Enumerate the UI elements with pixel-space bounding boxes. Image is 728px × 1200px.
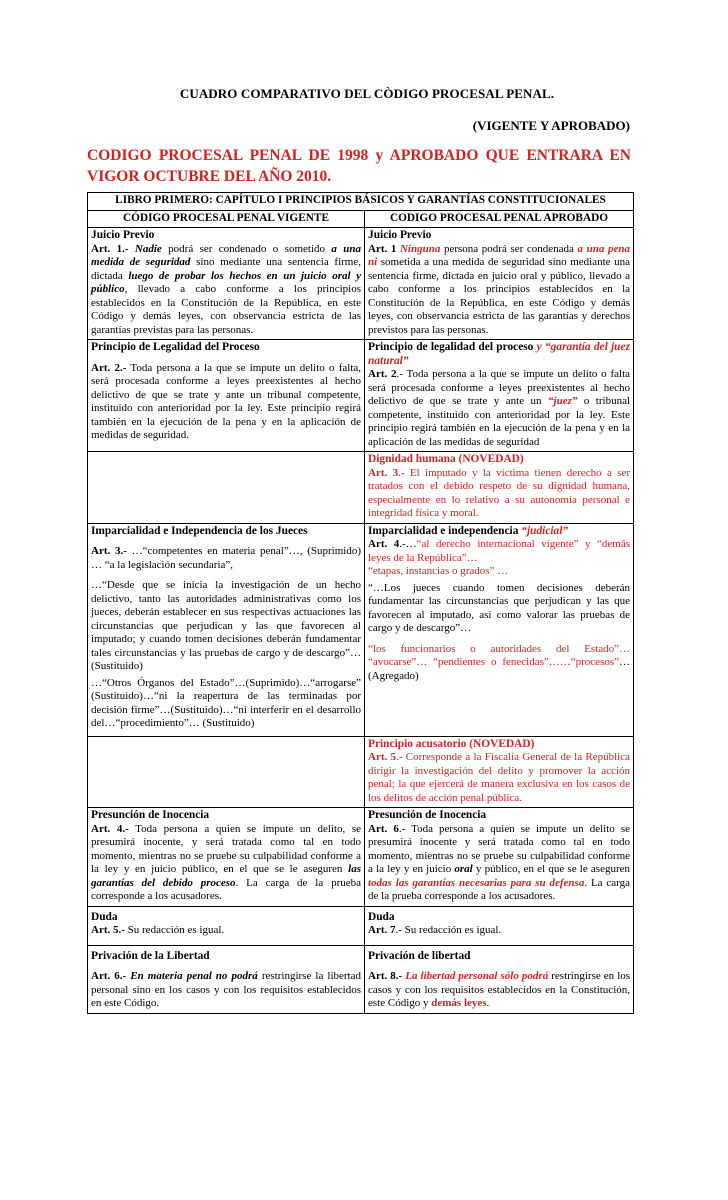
- section-header: LIBRO PRIMERO: CAPÍTULO I PRINCIPIOS BÁSICOS Y GARANTÍAS CONSTITUCIONALES: [88, 193, 634, 211]
- row-title: Juicio Previo: [368, 229, 432, 241]
- cell-aprobado: [365, 736, 634, 808]
- article-text: …“Otros Órganos del Estado”…(Suprimido)…“arrogarse” (Sustituido)…“ni la reapertura de las terminadas por decisión firme”…(Sustituido)…“ni interferir en el desarrollo del…“procedimiento”… (Sustituido): [91, 676, 361, 729]
- row-title: Juicio Previo: [91, 229, 155, 241]
- cell-vigente: [88, 228, 365, 340]
- row-title: Dignidad humana (NOVEDAD): [368, 453, 524, 465]
- article-text: Art. 6.- En materia penal no podrá restringirse la libertad personal sino en los casos y con los requisitos establecidos en este Código.: [91, 970, 361, 1009]
- cell-aprobado: [365, 808, 634, 907]
- article-text: “…Los jueces cuando tomen decisiones deberán fundamentar las circunstancias que perjudican y las que favorecen al imputado, así como valorar las pruebas de cargo y de descargo”…: [368, 581, 631, 634]
- comparison-table: [87, 192, 634, 1014]
- table-row: [88, 340, 634, 452]
- table-row: [88, 736, 634, 808]
- table-row: [88, 945, 634, 1013]
- article-text: …“Desde que se inicia la investigación de un hecho delictivo, tanto las autoridades administrativas como los jueces, deberán establecer en sus respectivas actuaciones las circunstancias que perjudican y las que favorecen al imputado; y cuando tomen decisiones deberán fundamentar tales circunstancias y las pruebas de cargo y de descargo”… (Sustituido): [91, 579, 361, 672]
- page-subtitle: (VIGENTE Y APROBADO): [472, 118, 630, 133]
- row-title: Privación de libertad: [368, 949, 471, 962]
- row-title: Presunción de Inocencia: [91, 809, 210, 821]
- section-header-row: [88, 193, 634, 211]
- document-heading: CODIGO PROCESAL PENAL DE 1998 y APROBADO QUE ENTRARA EN VIGOR OCTUBRE DEL AÑO 2010.: [87, 147, 631, 185]
- row-title: Principio acusatorio (NOVEDAD): [368, 737, 535, 750]
- row-title: Principio de Legalidad del Proceso: [91, 341, 260, 353]
- column-header-aprobado: CODIGO PROCESAL PENAL APROBADO: [365, 210, 634, 228]
- column-header-row: [88, 210, 634, 228]
- page-title: CUADRO COMPARATIVO DEL CÒDIGO PROCESAL PENAL.: [179, 86, 555, 101]
- article-text: Art. 4.-…“al derecho internacional vigente” y “demás leyes de la República”… “etapas, instancias o grados” …: [368, 538, 631, 577]
- row-title: Privación de la Libertad: [91, 949, 210, 962]
- cell-vigente: [88, 340, 365, 452]
- article-text: Art. 4.- Toda persona a quien se impute un delito, se presumirá inocente, y será tratada como tal en todo momento, mientras no se pruebe su culpabilidad conforme a la ley y en juicio público, en el que se le aseguren las garantías del debido proceso. La carga de la prueba corresponde a los acusadores.: [91, 822, 362, 902]
- cell-aprobado: [365, 523, 634, 736]
- cell-aprobado: [365, 228, 634, 340]
- row-title: Principio de legalidad del proceso y “garantía del juez natural”: [368, 341, 631, 367]
- cell-vigente-empty: [88, 452, 365, 524]
- article-text: Art. 5.- Su redacción es igual.: [91, 924, 225, 936]
- row-title: Presunción de Inocencia: [368, 809, 487, 821]
- article-text: Art. 3.- El imputado y la víctima tienen derecho a ser tratados con el debido respeto de su dignidad humana, especialmente en lo relativo a su autonomía personal e integridad física y moral.: [368, 466, 631, 519]
- column-header-vigente: CÓDIGO PROCESAL PENAL VIGENTE: [88, 210, 365, 228]
- cell-aprobado: [365, 906, 634, 945]
- cell-vigente: [88, 945, 365, 1013]
- row-title: Imparcialidad e Independencia de los Jueces: [91, 524, 308, 537]
- cell-vigente: [88, 808, 365, 907]
- cell-aprobado: [365, 945, 634, 1013]
- row-title: Imparcialidad e independencia “judicial”: [368, 524, 569, 537]
- row-title: Duda: [368, 910, 395, 923]
- article-text: Art. 1.- Nadie podrá ser condenado o sometido a una medida de seguridad sino mediante una sentencia firme, dictada luego de probar los hechos en un juicio oral y público, llevado a cabo conforme a los principios establecidos en la Constitución de la República, en este Código y demás leyes, con observancia estricta de las garantías previstas para las personas.: [91, 242, 361, 336]
- article-text: Art. 3.- …“competentes en materia penal”…, (Suprimido) … “a la legislación secundaria”,: [91, 545, 361, 571]
- table-row: [88, 523, 634, 736]
- article-text: Art. 1 Ninguna persona podrá ser condenada a una pena ni sometida a una medida de seguridad sino mediante una sentencia firme, dictada en juicio oral y público, llevado a cabo conforme a los principios establecidos en la Constitución de la República, en este Código y demás leyes, con observancia estricta de las garantías y derechos previstos para las personas.: [368, 242, 631, 336]
- article-text: Art. 6.- Toda persona a quien se impute un delito se presumirá inocente y será tratada como tal en todo momento, mientras no se pruebe su culpabilidad conforme a la ley y en juicio oral y público, en el que se le aseguren todas las garantías necesarias para su defensa. La carga de la prueba corresponde a los acusadores.: [368, 822, 631, 902]
- article-text: Art. 2.- Toda persona a la que se impute un delito o falta, será procesada conforme a leyes preexistentes al hecho delictivo de que se trate y ante un tribunal competente, instituido con anterioridad por la ley. Este principio regirá también en la ejecución de la pena y en la aplicación de medidas de seguridad.: [91, 361, 361, 441]
- article-text: Art. 7.- Su redacción es igual.: [368, 924, 502, 936]
- cell-aprobado: [365, 452, 634, 524]
- row-title: Duda: [91, 910, 118, 923]
- table-row: [88, 228, 634, 340]
- article-text: Art. 8.- La libertad personal sólo podrá restringirse en los casos y con los requisitos establecidos en la Constitución, este Código y demás leyes.: [368, 970, 631, 1009]
- cell-vigente: [88, 523, 365, 736]
- table-row: [88, 452, 634, 524]
- table-row: [88, 808, 634, 907]
- article-text: “los funcionarios o autoridades del Estado”… “avocarse”… “pendientes o fenecidas”……“procesos”… (Agregado): [368, 642, 631, 682]
- cell-vigente-empty: [88, 736, 365, 808]
- cell-vigente: [88, 906, 365, 945]
- article-text: Art. 2.- Toda persona a la que se impute un delito o falta será procesada conforme a leyes preexistentes al hecho delictivo de que se trate y ante un “juez” o tribunal competente, instituido con anterioridad por la ley. Este principio regirá también en la ejecución de la pena y en la aplicación de las medidas de seguridad: [368, 368, 631, 448]
- cell-aprobado: [365, 340, 634, 452]
- article-text: Art. 5.- Corresponde a la Fiscalía General de la República dirigir la investigación del delito y promover la acción penal; la que ejercerá de manera exclusiva en los casos de los delitos de acción penal pública.: [368, 751, 631, 804]
- table-row: [88, 906, 634, 945]
